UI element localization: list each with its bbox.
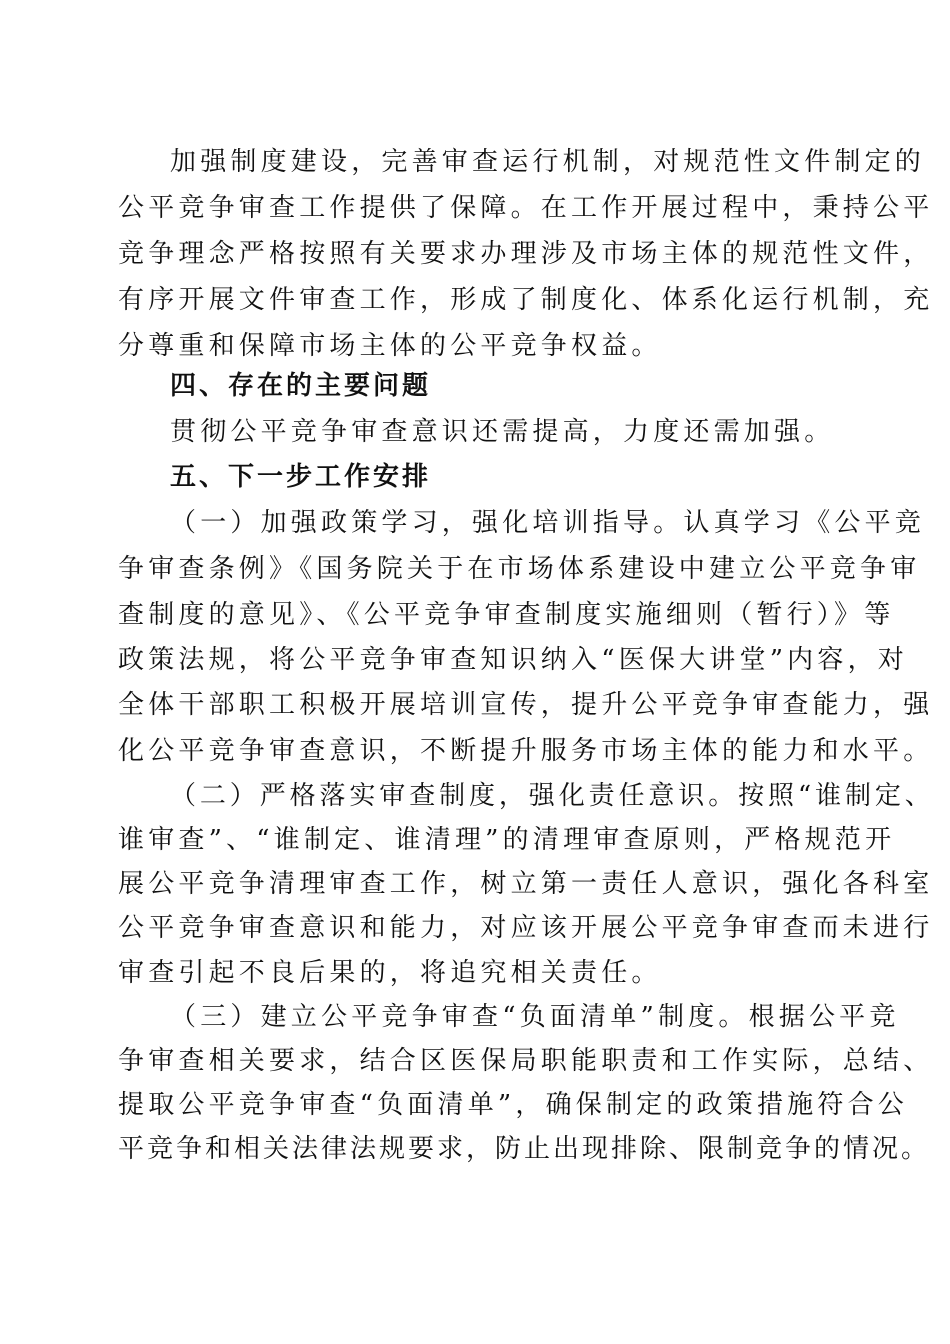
paragraph-line: 加强制度建设，完善审查运行机制，对规范性文件制定的 [170,147,926,177]
paragraph-line: 审查引起不良后果的，将追究相关责任。 [118,958,662,988]
paragraph-line: 竞争理念严格按照有关要求办理涉及市场主体的规范性文件， [118,239,934,269]
section-heading-next-steps: 五、下一步工作安排 [170,462,432,492]
paragraph-line: 有序开展文件审查工作，形成了制度化、体系化运行机制，充 [118,285,934,315]
paragraph-line: 争审查相关要求，结合区医保局职能职责和工作实际，总结、 [118,1046,934,1076]
paragraph-line: 贯彻公平竞争审查意识还需提高，力度还需加强。 [170,417,835,447]
paragraph-line: 平竞争和相关法律法规要求，防止出现排除、限制竞争的情况。 [118,1134,931,1164]
paragraph-line: 分尊重和保障市场主体的公平竞争权益。 [118,331,662,361]
paragraph-line: 公平竞争审查工作提供了保障。在工作开展过程中，秉持公平 [118,193,934,223]
paragraph-line: 提取公平竞争审查“负面清单”，确保制定的政策措施符合公 [118,1090,908,1120]
paragraph-line: 政策法规，将公平竞争审查知识纳入“医保大讲堂”内容，对 [118,645,908,675]
paragraph-line: 公平竞争审查意识和能力，对应该开展公平竞争审查而未进行 [118,913,934,943]
paragraph-line: 展公平竞争清理审查工作，树立第一责任人意识，强化各科室 [118,869,934,899]
paragraph-line: 争审查条例》《国务院关于在市场体系建设中建立公平竞争审 [118,554,921,584]
paragraph-line: （三）建立公平竞争审查“负面清单”制度。根据公平竞 [170,1002,900,1032]
paragraph-line: 谁审查”、“谁制定、谁清理”的清理审查原则，严格规范开 [118,825,896,855]
paragraph-line: （二）严格落实审查制度，强化责任意识。按照“谁制定、 [170,781,935,811]
paragraph-line: 查制度的意见》、《公平竞争审查制度实施细则（暂行）》等 [118,600,895,630]
paragraph-line: （一）加强政策学习，强化培训指导。认真学习《公平竞 [170,508,926,538]
paragraph-line: 全体干部职工积极开展培训宣传，提升公平竞争审查能力，强 [118,690,934,720]
paragraph-line: 化公平竞争审查意识，不断提升服务市场主体的能力和水平。 [118,736,934,766]
section-heading-problems: 四、存在的主要问题 [170,371,432,401]
